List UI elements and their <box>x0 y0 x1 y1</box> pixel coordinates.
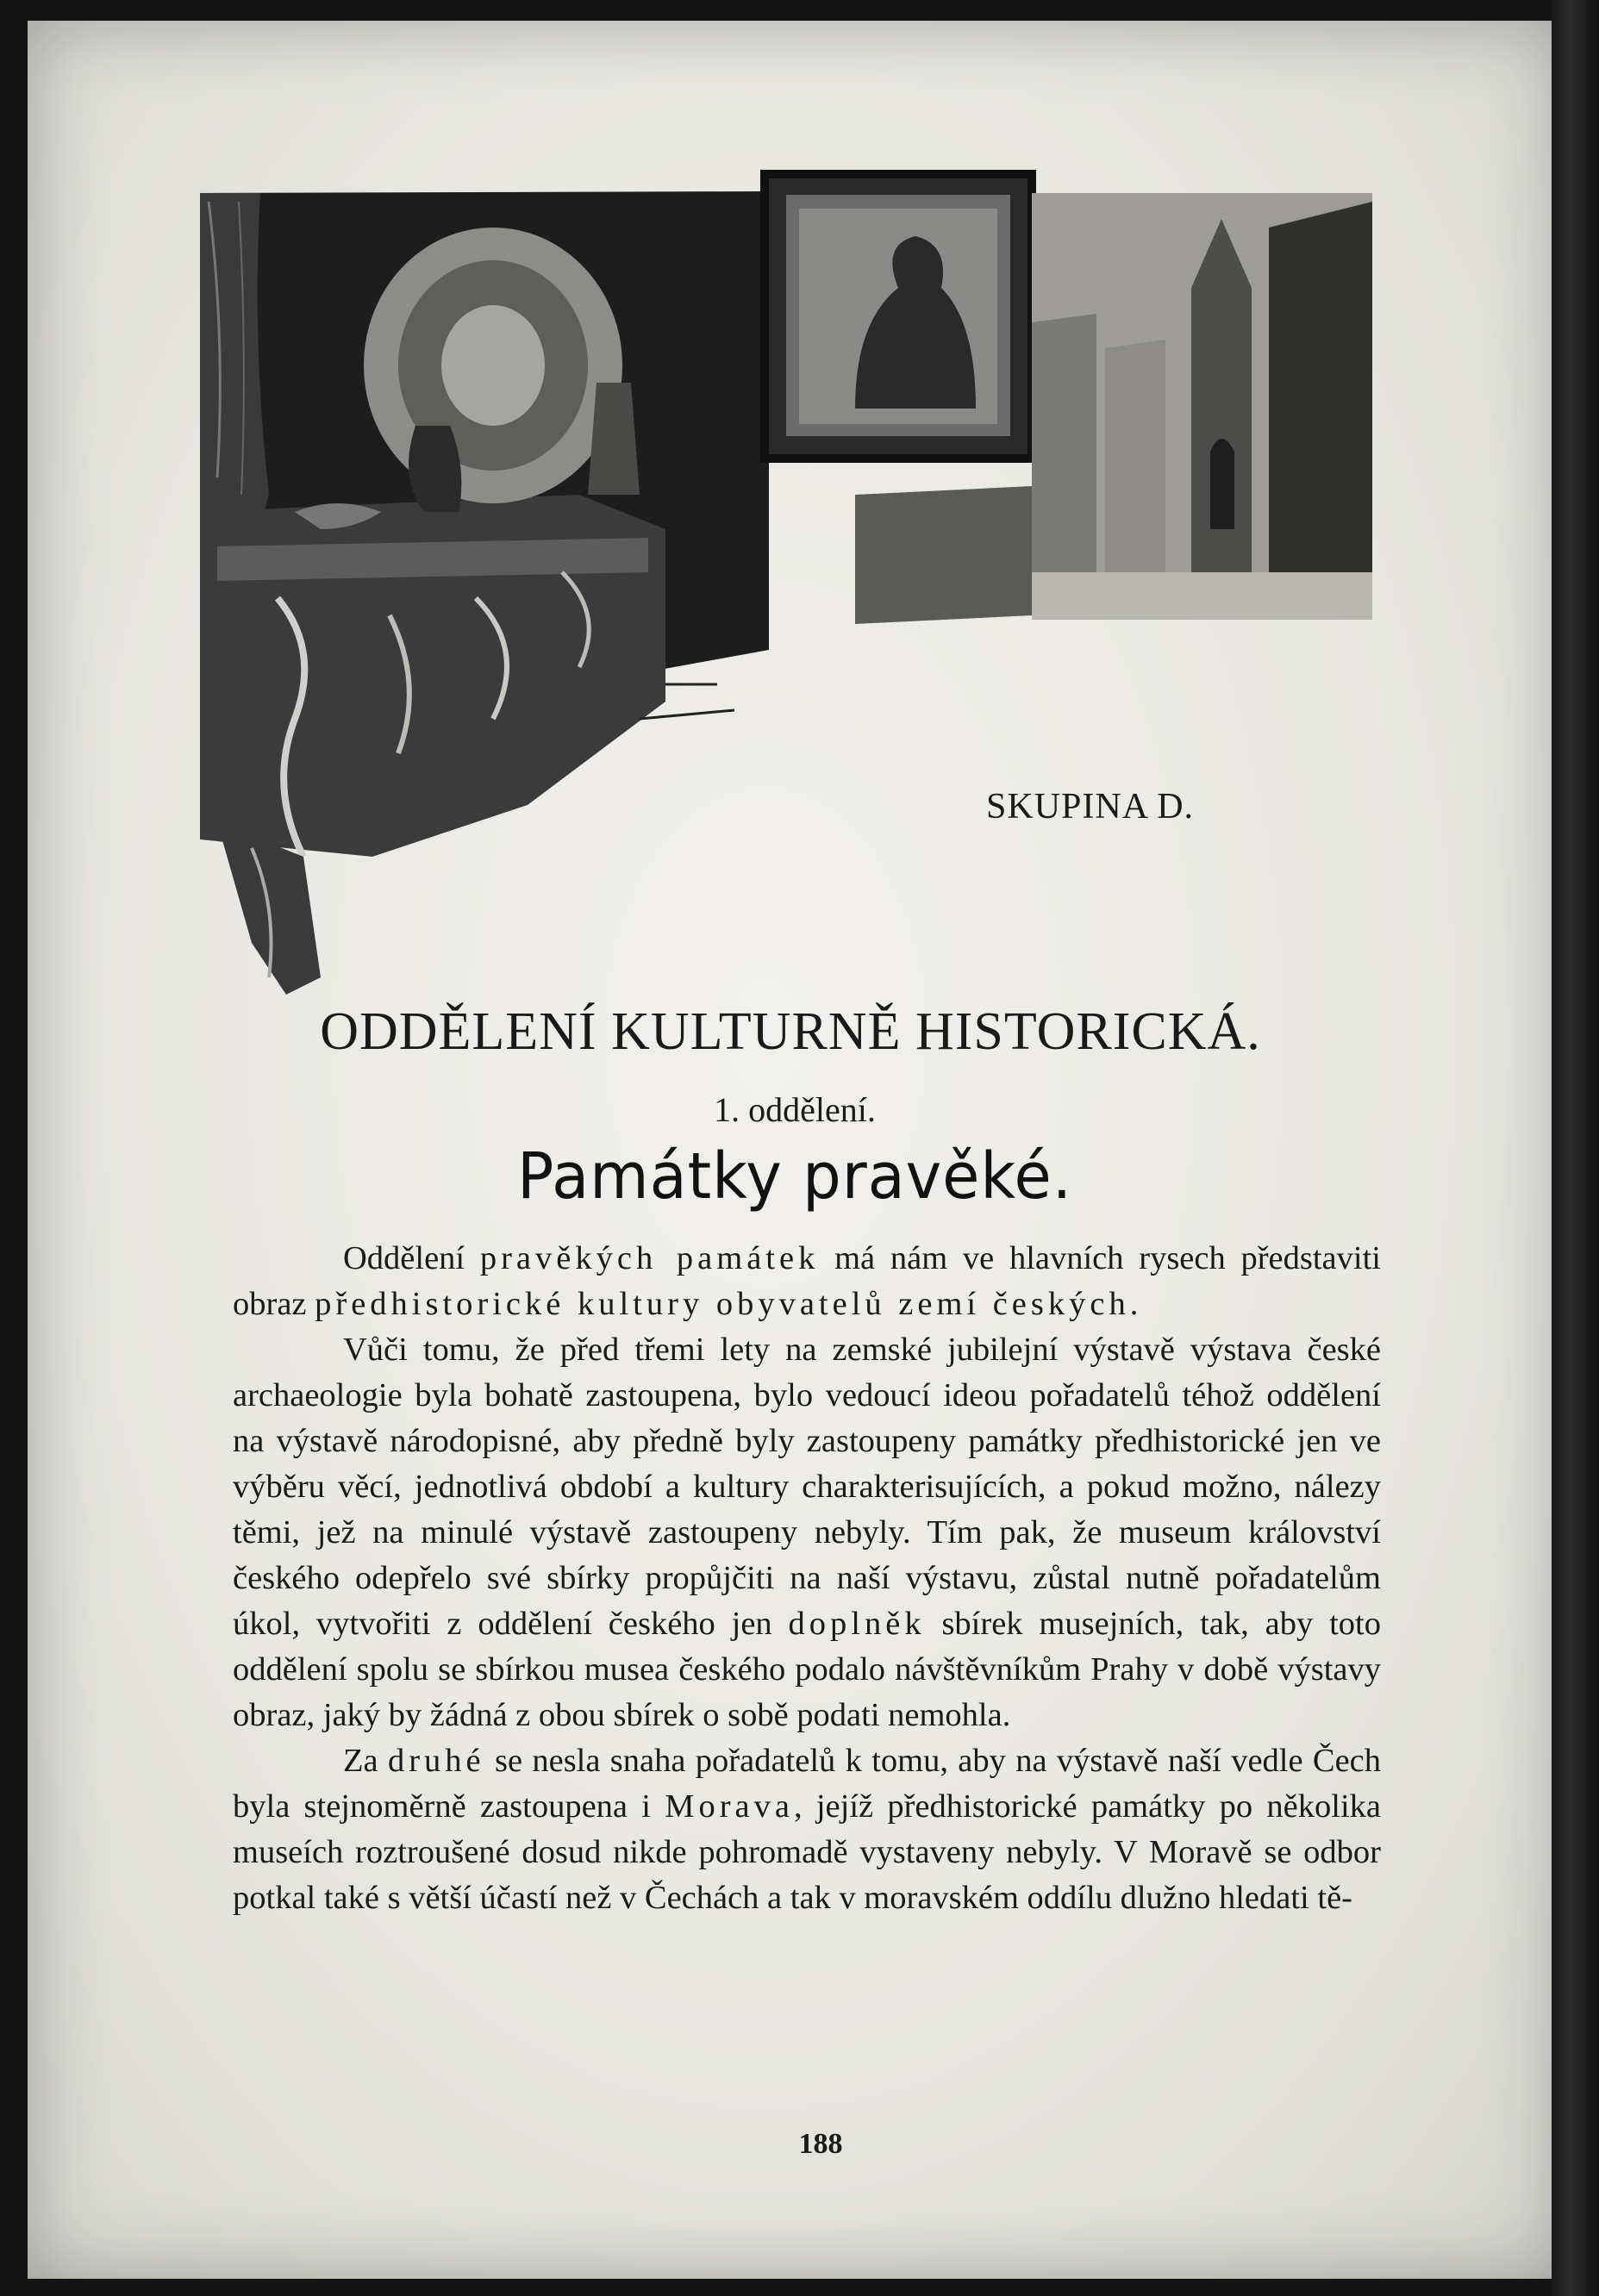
paragraph-3 <box>233 1738 1381 1921</box>
paragraph-text: sbírek musejních, tak, aby toto oddělení spolu se sbírkou musea českého podalo návštěvníkům Prahy v době výstavy obraz, jaký by žádná z obou sbírek o sobě podati nemohla. <box>233 1606 1382 1733</box>
paragraph-text: má nám ve hlavních rysech představiti obraz <box>233 1240 1381 1322</box>
body-text <box>233 1236 1381 1921</box>
emphasized-text: doplněk <box>788 1606 926 1642</box>
emphasized-text: Morava <box>665 1788 794 1825</box>
paragraph-text: Za <box>343 1743 388 1779</box>
book-page <box>28 21 1565 2279</box>
main-title: ODDĚLENÍ KULTURNĚ HISTORICKÁ. <box>320 1002 1261 1061</box>
header-illustration <box>200 167 1372 1003</box>
paragraph-text: . <box>1129 1286 1139 1322</box>
section-label: SKUPINA D. <box>986 787 1195 827</box>
sub-heading: 1. oddělení. <box>714 1090 876 1129</box>
paragraph-2 <box>233 1327 1381 1738</box>
book-spine <box>1552 0 1599 2296</box>
paragraph-text: se nesla snaha pořadatelů k tomu, aby na výstavě naší vedle Čech byla stejnoměrně zastoupena i <box>233 1743 1382 1825</box>
paragraph-text: Oddělení <box>343 1240 480 1276</box>
emphasized-text: druhé <box>387 1743 485 1779</box>
emphasized-text: pravěkých památek <box>479 1240 820 1276</box>
page-number: 188 <box>798 2128 843 2160</box>
paragraph-1 <box>233 1236 1381 1327</box>
paragraph-text: Vůči tomu, že před třemi lety na zemské jubilejní výstavě výstava české archaeologie byla bohatě zastoupena, bylo vedoucí ideou pořadatelů téhož oddělení na výstavě národopisné, aby předně byly zastoupeny památky předhistorické jen ve výběru věcí, jednotlivá období a kultury charakterisujících, a pokud možno, nálezy těmi, jež na minulé výstavě zastoupeny nebyly. Tím pak, že museum království českého odepřelo své sbírky propůjčiti na naší výstavu, zůstal nutně pořadatelům úkol, vytvořiti z oddělení českého jen <box>233 1332 1381 1642</box>
chapter-title: Památky pravěké. <box>516 1139 1073 1214</box>
emphasized-text: předhistorické kultury obyvatelů zemí českých <box>315 1286 1130 1322</box>
paragraph-text: , jejíž předhistorické památky po několika museích roztroušené dosud nikde pohromadě vystaveny nebyly. V Moravě se odbor potkal také s větší účastí než v Čechách a tak v moravském oddílu dlužno hledati tě- <box>233 1788 1382 1916</box>
